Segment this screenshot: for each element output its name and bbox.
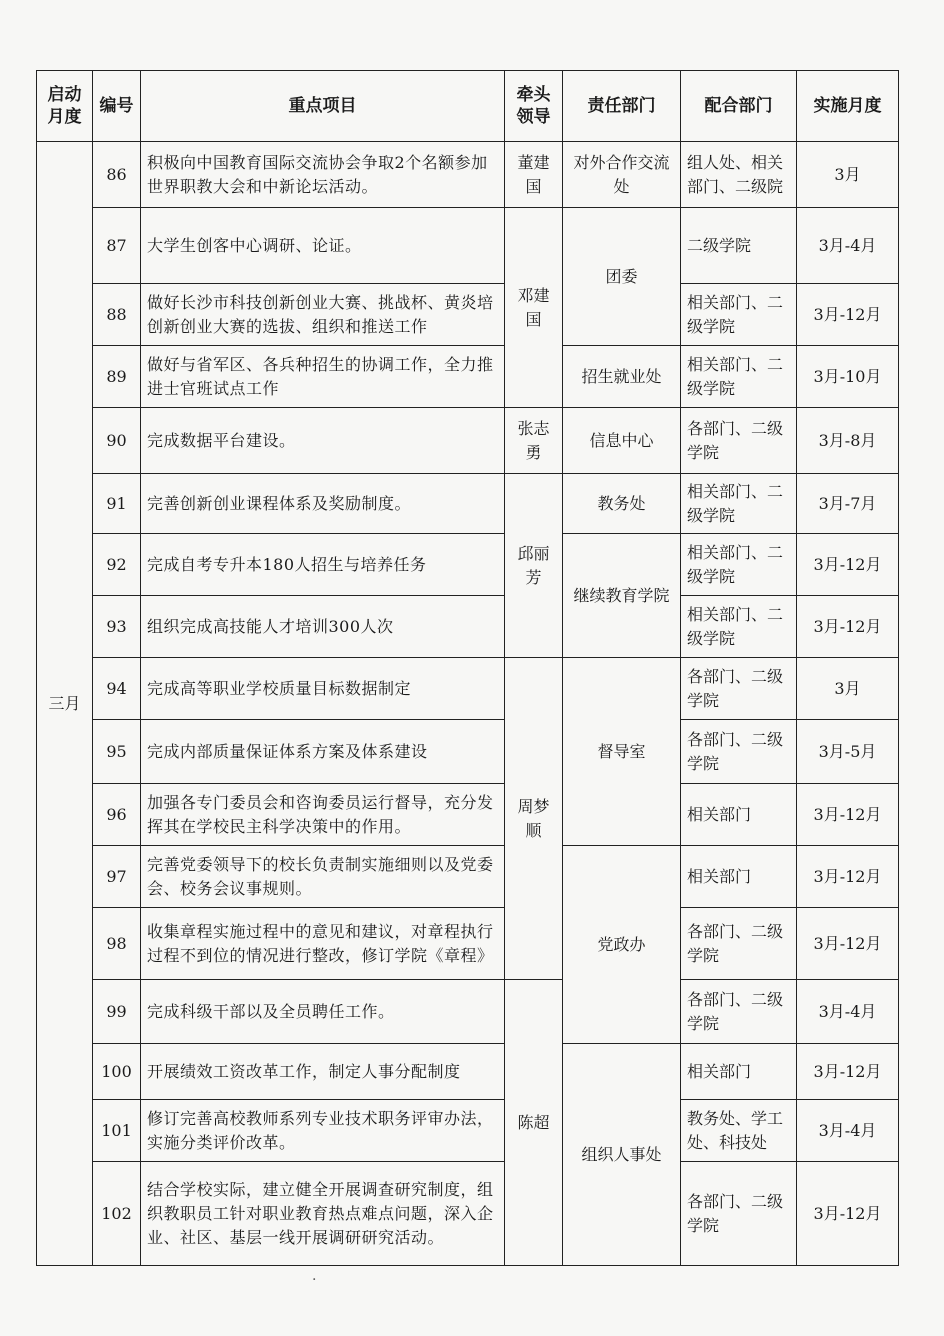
row-coop: 二级学院 [681, 208, 797, 284]
row-coop: 各部门、二级学院 [681, 980, 797, 1044]
row-number: 102 [93, 1162, 141, 1266]
header-row [37, 71, 899, 142]
row-task: 组织完成高技能人才培训300人次 [141, 596, 505, 658]
header-lead: 牵头领导 [505, 71, 563, 142]
header-key-project: 重点项目 [141, 71, 505, 142]
header-start-month: 启动月度 [37, 71, 93, 142]
row-number: 96 [93, 784, 141, 846]
header-number: 编号 [93, 71, 141, 142]
header-cooperating-dept: 配合部门 [681, 71, 797, 142]
table-row [37, 908, 899, 980]
lead-cell: 邱丽芳 [505, 474, 563, 658]
row-number: 100 [93, 1044, 141, 1100]
row-coop: 相关部门、二级学院 [681, 596, 797, 658]
row-task: 大学生创客中心调研、论证。 [141, 208, 505, 284]
row-number: 99 [93, 980, 141, 1044]
table-row [37, 846, 899, 908]
table-row [37, 720, 899, 784]
table-row [37, 284, 899, 346]
row-impl: 3月 [797, 142, 899, 208]
row-coop: 相关部门 [681, 846, 797, 908]
row-impl: 3月-4月 [797, 1100, 899, 1162]
row-coop: 各部门、二级学院 [681, 1162, 797, 1266]
start-month-cell: 三月 [37, 142, 93, 1266]
row-impl: 3月-12月 [797, 1162, 899, 1266]
row-impl: 3月-4月 [797, 980, 899, 1044]
table-row [37, 1162, 899, 1266]
work-plan-table [36, 70, 899, 1266]
row-number: 101 [93, 1100, 141, 1162]
row-coop: 教务处、学工处、科技处 [681, 1100, 797, 1162]
row-coop: 相关部门 [681, 784, 797, 846]
row-coop: 相关部门、二级学院 [681, 284, 797, 346]
resp-cell: 督导室 [563, 658, 681, 846]
resp-cell: 招生就业处 [563, 346, 681, 408]
row-number: 86 [93, 142, 141, 208]
table-row [37, 658, 899, 720]
row-coop: 相关部门、二级学院 [681, 534, 797, 596]
row-impl: 3月-4月 [797, 208, 899, 284]
row-coop: 各部门、二级学院 [681, 658, 797, 720]
row-impl: 3月-12月 [797, 596, 899, 658]
table-row [37, 1044, 899, 1100]
row-task: 做好长沙市科技创新创业大赛、挑战杯、黄炎培创新创业大赛的选拔、组织和推送工作 [141, 284, 505, 346]
resp-cell: 党政办 [563, 846, 681, 1044]
resp-cell: 教务处 [563, 474, 681, 534]
row-task: 收集章程实施过程中的意见和建议，对章程执行过程不到位的情况进行整改，修订学院《章程》 [141, 908, 505, 980]
table-row [37, 534, 899, 596]
row-coop: 各部门、二级学院 [681, 408, 797, 474]
row-number: 93 [93, 596, 141, 658]
row-task: 完成数据平台建设。 [141, 408, 505, 474]
table-row [37, 142, 899, 208]
lead-cell: 张志勇 [505, 408, 563, 474]
row-impl: 3月 [797, 658, 899, 720]
row-impl: 3月-12月 [797, 1044, 899, 1100]
row-number: 87 [93, 208, 141, 284]
resp-cell: 信息中心 [563, 408, 681, 474]
row-coop: 相关部门 [681, 1044, 797, 1100]
resp-cell: 组织人事处 [563, 1044, 681, 1266]
table-row [37, 346, 899, 408]
row-impl: 3月-10月 [797, 346, 899, 408]
row-coop: 相关部门、二级学院 [681, 474, 797, 534]
header-responsible-dept: 责任部门 [563, 71, 681, 142]
row-number: 98 [93, 908, 141, 980]
row-task: 做好与省军区、各兵种招生的协调工作，全力推进士官班试点工作 [141, 346, 505, 408]
row-coop: 各部门、二级学院 [681, 720, 797, 784]
row-task: 修订完善高校教师系列专业技术职务评审办法，实施分类评价改革。 [141, 1100, 505, 1162]
row-impl: 3月-12月 [797, 846, 899, 908]
row-task: 结合学校实际，建立健全开展调查研究制度，组织教职员工针对职业教育热点难点问题，深入企业、社区、基层一线开展调研研究活动。 [141, 1162, 505, 1266]
row-number: 91 [93, 474, 141, 534]
lead-cell: 邓建国 [505, 208, 563, 408]
row-impl: 3月-8月 [797, 408, 899, 474]
row-number: 90 [93, 408, 141, 474]
resp-cell: 对外合作交流处 [563, 142, 681, 208]
resp-cell: 继续教育学院 [563, 534, 681, 658]
table-row [37, 1100, 899, 1162]
row-task: 完善创新创业课程体系及奖励制度。 [141, 474, 505, 534]
row-task: 积极向中国教育国际交流协会争取2个名额参加世界职教大会和中新论坛活动。 [141, 142, 505, 208]
lead-cell: 董建国 [505, 142, 563, 208]
row-impl: 3月-5月 [797, 720, 899, 784]
row-coop: 各部门、二级学院 [681, 908, 797, 980]
resp-cell: 团委 [563, 208, 681, 346]
table-row [37, 408, 899, 474]
lead-cell: 陈超 [505, 980, 563, 1266]
table-row [37, 596, 899, 658]
row-coop: 相关部门、二级学院 [681, 346, 797, 408]
row-impl: 3月-12月 [797, 284, 899, 346]
row-number: 95 [93, 720, 141, 784]
row-coop: 组人处、相关部门、二级院 [681, 142, 797, 208]
row-task: 完成自考专升本180人招生与培养任务 [141, 534, 505, 596]
row-impl: 3月-12月 [797, 908, 899, 980]
table-row [37, 980, 899, 1044]
table-row [37, 208, 899, 284]
row-number: 88 [93, 284, 141, 346]
row-number: 89 [93, 346, 141, 408]
row-impl: 3月-12月 [797, 784, 899, 846]
lead-cell: 周梦顺 [505, 658, 563, 980]
row-task: 加强各专门委员会和咨询委员运行督导，充分发挥其在学校民主科学决策中的作用。 [141, 784, 505, 846]
row-task: 完成内部质量保证体系方案及体系建设 [141, 720, 505, 784]
row-number: 97 [93, 846, 141, 908]
row-number: 92 [93, 534, 141, 596]
row-number: 94 [93, 658, 141, 720]
row-task: 完成科级干部以及全员聘任工作。 [141, 980, 505, 1044]
row-task: 开展绩效工资改革工作，制定人事分配制度 [141, 1044, 505, 1100]
table-row [37, 474, 899, 534]
row-task: 完善党委领导下的校长负责制实施细则以及党委会、校务会议事规则。 [141, 846, 505, 908]
header-implementation-month: 实施月度 [797, 71, 899, 142]
row-impl: 3月-7月 [797, 474, 899, 534]
footer-mark: . [312, 1268, 317, 1284]
row-impl: 3月-12月 [797, 534, 899, 596]
table-row [37, 784, 899, 846]
row-task: 完成高等职业学校质量目标数据制定 [141, 658, 505, 720]
